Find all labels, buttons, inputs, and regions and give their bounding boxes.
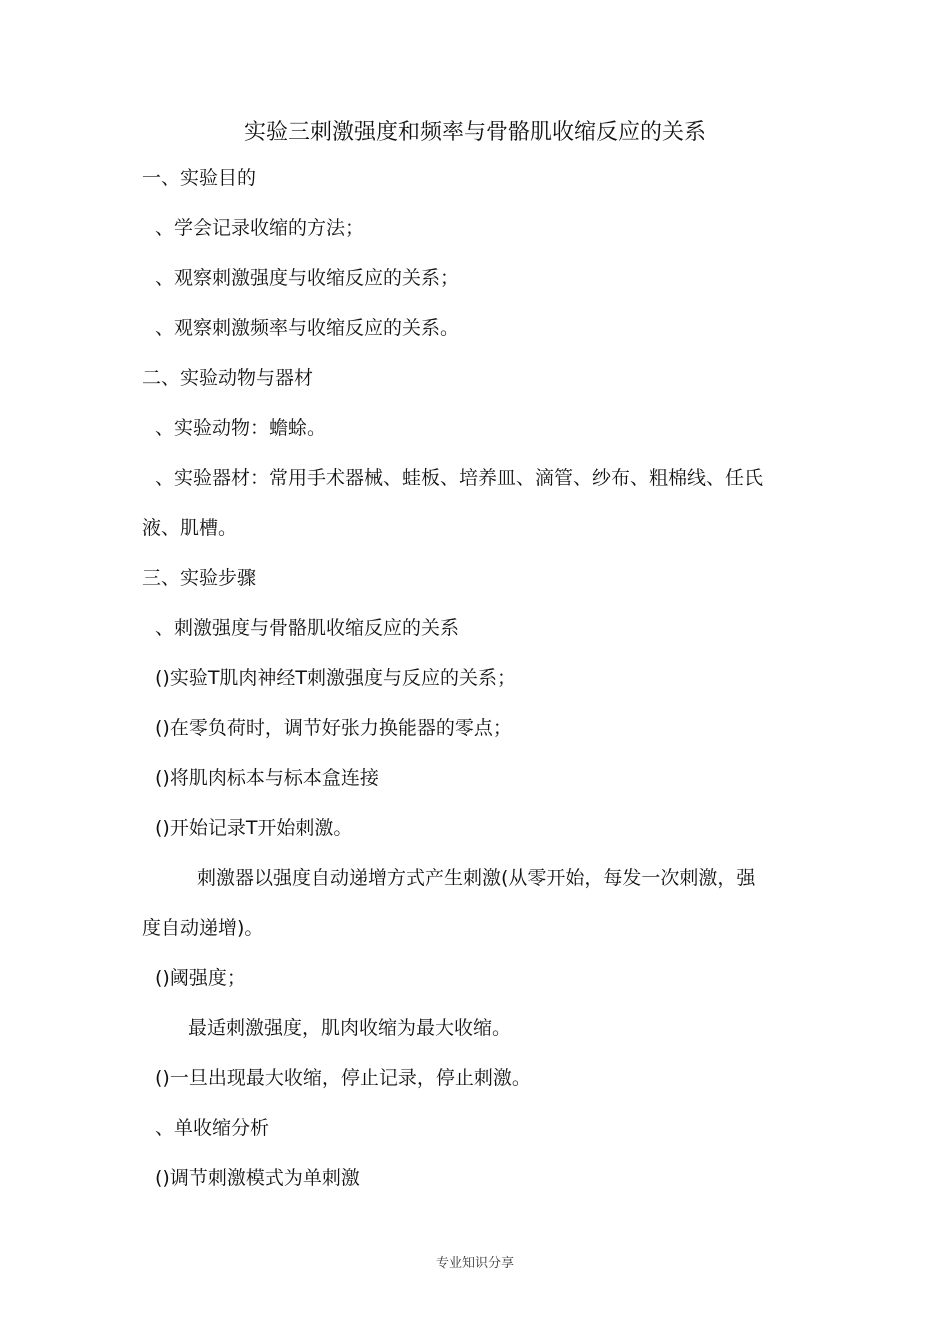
section-heading-materials: 二、实验动物与器材 [142, 367, 314, 389]
materials-item-animal: 、实验动物：蟾蜍。 [155, 417, 327, 439]
page-footer: 专业知识分享 [435, 1256, 514, 1271]
steps-item-1: ()实验T肌肉神经T刺激强度与反应的关系； [155, 667, 517, 689]
section-heading-steps: 三、实验步骤 [142, 567, 257, 589]
materials-item-equipment: 、实验器材：常用手术器械、蛙板、培养皿、滴管、纱布、粗棉线、任氏 [155, 467, 764, 489]
steps-subheading-intensity: 、刺激强度与骨骼肌收缩反应的关系 [155, 617, 460, 639]
steps-item-4: ()开始记录T开始刺激。 [155, 817, 353, 839]
steps-paragraph-stimulator: 刺激器以强度自动递增方式产生刺激(从零开始，每发一次刺激，强 [197, 867, 756, 889]
materials-item-equipment-cont: 液、肌槽。 [142, 517, 238, 539]
section-heading-purpose: 一、实验目的 [142, 167, 257, 189]
steps-item-2: ()在零负荷时，调节好张力换能器的零点； [155, 717, 512, 739]
steps-item-5: ()阈强度； [155, 967, 246, 989]
steps-paragraph-optimal: 最适刺激强度，肌肉收缩为最大收缩。 [188, 1017, 512, 1039]
purpose-item-3: 、观察刺激频率与收缩反应的关系。 [155, 317, 460, 339]
steps-item-7: ()调节刺激模式为单刺激 [155, 1167, 360, 1189]
purpose-item-1: 、学会记录收缩的方法； [155, 217, 365, 239]
purpose-item-2: 、观察刺激强度与收缩反应的关系； [155, 267, 460, 289]
document-title: 实验三刺激强度和频率与骨骼肌收缩反应的关系 [243, 120, 706, 145]
steps-item-6: ()一旦出现最大收缩，停止记录，停止刺激。 [155, 1067, 531, 1089]
steps-item-3: ()将肌肉标本与标本盒连接 [155, 767, 379, 789]
steps-paragraph-stimulator-cont: 度自动递增)。 [142, 917, 264, 939]
steps-subheading-single: 、单收缩分析 [155, 1117, 270, 1139]
